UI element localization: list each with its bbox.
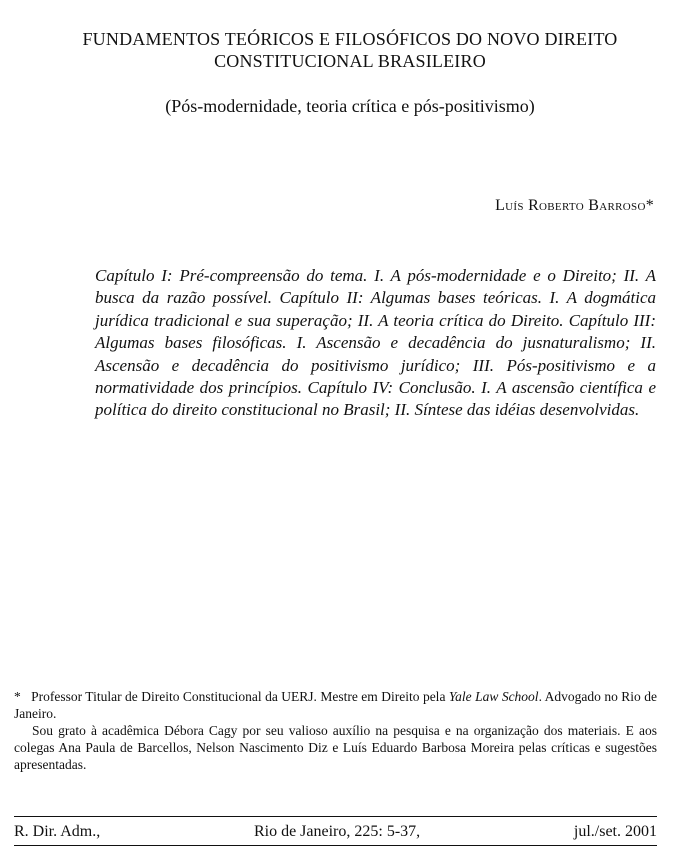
article-title: [30, 28, 670, 72]
footnote-affiliation: [14, 688, 657, 722]
footer-rule-bottom: [14, 845, 657, 846]
footer-place: Rio de Janeiro, 225: 5-37,: [253, 823, 421, 840]
footnote-marker: *: [14, 689, 21, 704]
footer-date: jul./set. 2001: [573, 823, 657, 840]
author-byline: [495, 197, 654, 215]
author-footnote-mark: *: [645, 197, 654, 214]
chapter-summary: Capítulo I: Pré-compreensão do tema. I. A pós-modernidade e o Direito; II. A busca da razão possível. Capítulo II: Algumas bases teóricas. I. A dogmática jurídica tradicional e sua superação; II. A teoria crítica do Direito. Capítulo III: Algumas bases filosóficas. I. Ascensão e decadência do jusnaturalismo; II. Ascensão e decadência do positivismo jurídico; III. Pós-positivismo e a normatividade dos princípios. Capítulo IV: Conclusão. I. A ascensão científica e política do direito constitucional no Brasil; II. Síntese das idéias desenvolvidas.: [95, 266, 656, 420]
title-line-2: CONSTITUCIONAL BRASILEIRO: [214, 51, 486, 71]
footnote-acknowledgements: Sou grato à acadêmica Débora Cagy por seu valioso auxílio na pesquisa e na organização dos materiais. E aos colegas Ana Paula de Barcellos, Nelson Nascimento Diz e Luís Eduardo Barbosa Moreira pelas críticas e sugestões apresentadas.: [14, 723, 657, 772]
page-footer: [14, 823, 657, 841]
footnote-text-1: Professor Titular de Direito Constitucional da UERJ. Mestre em Direito pela: [31, 689, 449, 704]
footnote: [14, 688, 657, 773]
author-name: Luís Roberto Barroso: [495, 197, 646, 214]
article-subtitle: (Pós-modernidade, teoria crítica e pós-positivismo): [165, 96, 535, 116]
footnote-school: Yale Law School: [448, 689, 539, 704]
title-line-1: FUNDAMENTOS TEÓRICOS E FILOSÓFICOS DO NOVO DIREITO: [82, 29, 618, 49]
footer-journal: R. Dir. Adm.,: [14, 823, 101, 840]
footnote-text-2: . Advogado no Rio de Janeiro.: [14, 689, 657, 721]
footer-rule-top: [14, 816, 657, 817]
